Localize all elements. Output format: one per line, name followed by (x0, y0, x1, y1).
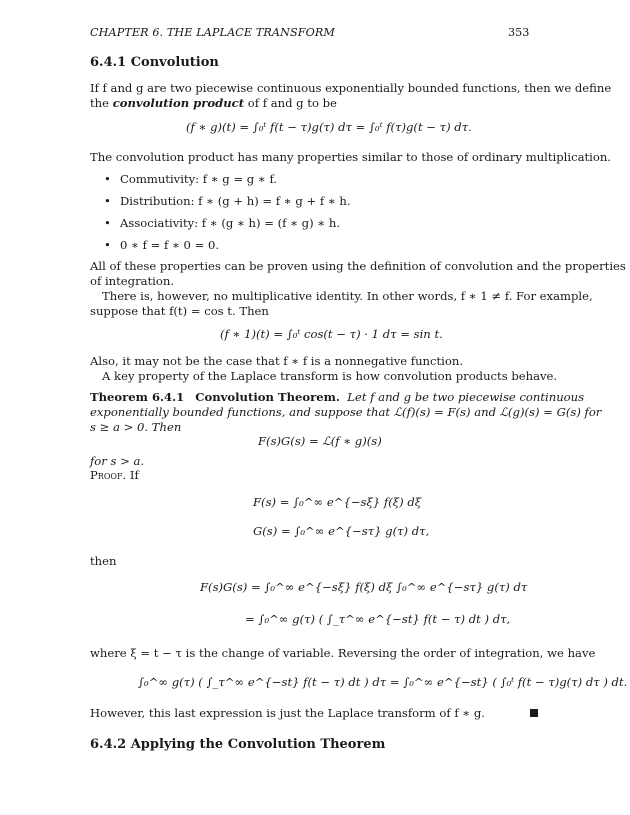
running-header: CHAPTER 6. THE LAPLACE TRANSFORM (90, 26, 335, 39)
theorem-conclusion: for s > a. (90, 454, 145, 468)
bullet-associativity (104, 216, 341, 230)
equation-cos-example: (f ∗ 1)(t) = ∫₀ᵗ cos(t − τ) · 1 dτ = sin t. (220, 327, 443, 341)
equation-product-2: = ∫₀^∞ g(τ) ( ∫_τ^∞ e^{−st} f(t − τ) dt ) dτ, (245, 612, 511, 626)
equation-convolution-definition: (f ∗ g)(t) = ∫₀ᵗ f(t − τ)g(τ) dτ = ∫₀ᵗ f(τ)g(t − τ) dτ. (186, 120, 472, 134)
page-number: 353 (508, 26, 530, 39)
equation-product-1: F(s)G(s) = ∫₀^∞ e^{−sξ} f(ξ) dξ ∫₀^∞ e^{−sτ} g(τ) dτ (200, 580, 528, 594)
bullet-zero (104, 238, 220, 252)
proof-closing: However, this last expression is just the Laplace transform of f ∗ g. (90, 706, 485, 720)
bullet-text: Associativity: f ∗ (g ∗ h) = (f ∗ g) ∗ h. (120, 216, 341, 230)
theorem-line-1 (90, 390, 585, 405)
section-title-convolution: 6.4.1 Convolution (90, 55, 219, 70)
intro-line-2-start: the (90, 96, 113, 110)
theorem-label: Theorem 6.4.1 (90, 390, 185, 404)
intro-line-1: If f and g are two piecewise continuous exponentially bounded functions, then we define (90, 81, 612, 95)
bullet-commutivity (104, 172, 278, 186)
proof-label: Proof. (90, 468, 127, 482)
equation-G: G(s) = ∫₀^∞ e^{−sτ} g(τ) dτ, (253, 524, 430, 538)
change-of-variable: where ξ = t − τ is the change of variable. Reversing the order of integration, we have (90, 646, 596, 660)
proven-line-1: All of these properties can be proven using the definition of convolution and the properties (90, 259, 626, 273)
identity-line-1: There is, however, no multiplicative identity. In other words, f ∗ 1 ≠ f. For example, (102, 289, 593, 303)
bullet-distribution (104, 194, 351, 208)
identity-line-2: suppose that f(t) = cos t. Then (90, 304, 269, 318)
bullet-text: 0 ∗ f = f ∗ 0 = 0. (120, 238, 220, 252)
key-property: A key property of the Laplace transform is how convolution products behave. (102, 369, 558, 383)
bullet-text: Distribution: f ∗ (g + h) = f ∗ g + f ∗ h. (120, 194, 351, 208)
section-title-applying: 6.4.2 Applying the Convolution Theorem (90, 737, 386, 752)
theorem-line-3: s ≥ a > 0. Then (90, 420, 182, 434)
proof-start (90, 468, 540, 483)
properties-intro: The convolution product has many properties similar to those of ordinary multiplication. (90, 150, 611, 164)
proven-line-2: of integration. (90, 274, 175, 288)
theorem-statement-start: Let f and g be two piecewise continuous (347, 390, 585, 404)
qed-square-icon (530, 709, 538, 717)
bullet-dot-icon: • (104, 216, 111, 230)
proof-then: then (90, 554, 117, 568)
bullet-dot-icon: • (104, 172, 111, 186)
equation-reverse-order: ∫₀^∞ g(τ) ( ∫_τ^∞ e^{−st} f(t − τ) dt ) dτ = ∫₀^∞ e^{−st} ( ∫₀ᵗ f(t − τ)g(τ) dτ ) dt. (138, 675, 628, 689)
convolution-product-term: convolution product (112, 96, 245, 110)
bullet-text: Commutivity: f ∗ g = g ∗ f. (120, 172, 278, 186)
intro-line-2-end: of f and g to be (244, 96, 337, 110)
equation-F: F(s) = ∫₀^∞ e^{−sξ} f(ξ) dξ (253, 495, 422, 509)
theorem-name: Convolution Theorem. (195, 390, 340, 404)
theorem-equation: F(s)G(s) = ℒ(f ∗ g)(s) (258, 434, 382, 448)
bullet-dot-icon: • (104, 238, 111, 252)
nonnegative-note: Also, it may not be the case that f ∗ f is a nonnegative function. (90, 354, 464, 368)
theorem-line-2: exponentially bounded functions, and suppose that ℒ(f)(s) = F(s) and ℒ(g)(s) = G(s) for (90, 405, 602, 419)
proof-if: If (129, 468, 139, 482)
intro-line-2 (90, 96, 540, 111)
bullet-dot-icon: • (104, 194, 111, 208)
